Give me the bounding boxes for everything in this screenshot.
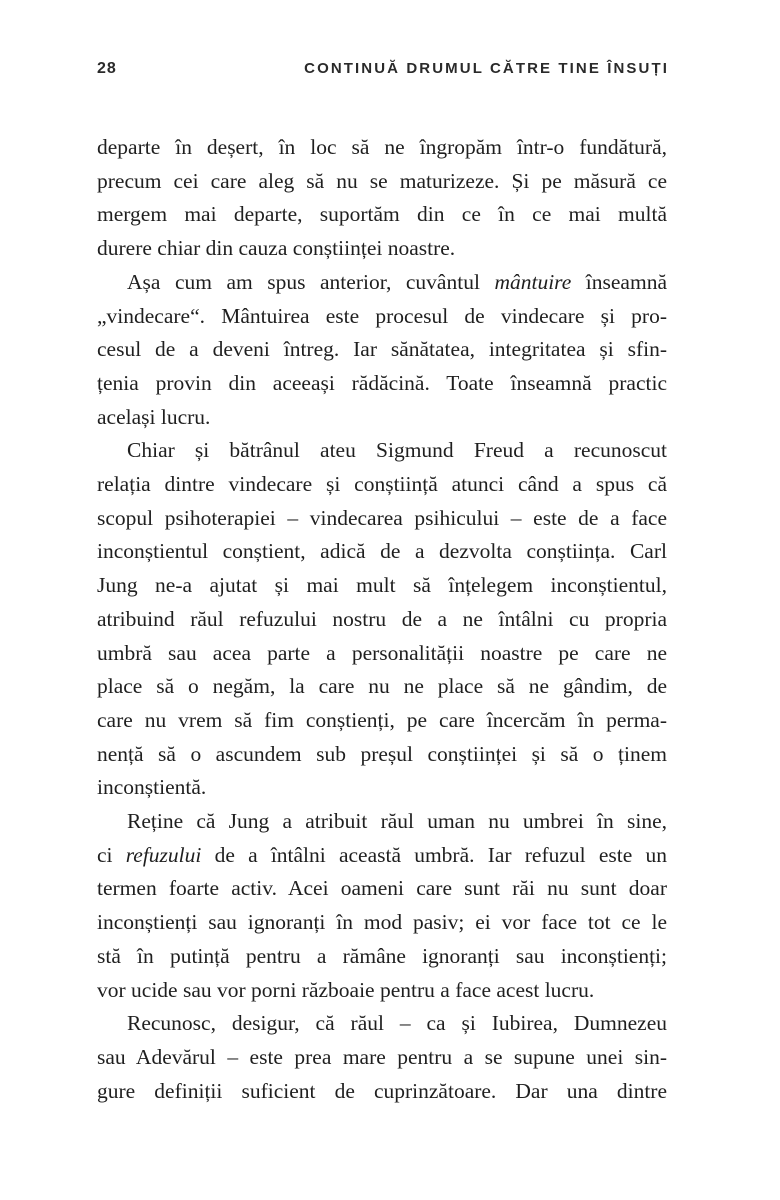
text-segment: umbră sau acea parte a personalității noastre pe care ne [97, 640, 667, 665]
text-segment: care nu vrem să fim conștienți, pe care încercăm în perma- [97, 707, 667, 732]
text-line [97, 1075, 667, 1109]
text-line [97, 974, 667, 1008]
text-segment: înseamnă [571, 269, 667, 294]
text-line [97, 1041, 667, 1075]
running-title: CONTINUĂ DRUMUL CĂTRE TINE ÎNSUȚI [304, 60, 669, 77]
text-line [97, 401, 667, 435]
text-line [97, 1007, 667, 1041]
text-line [97, 198, 667, 232]
paragraph [97, 266, 667, 435]
text-segment: Chiar și bătrânul ateu Sigmund Freud a recunoscut [127, 438, 667, 463]
text-line [97, 232, 667, 266]
text-line [97, 603, 667, 637]
text-line [97, 569, 667, 603]
text-segment: departe în deșert, în loc să ne îngropăm într-o fundătură, [97, 135, 667, 159]
running-head [97, 60, 667, 78]
text-line [97, 738, 667, 772]
text-segment: sau Adevărul – este prea mare pentru a se supune unei sin- [97, 1044, 667, 1069]
text-segment: inconștientă. [97, 775, 207, 800]
text-segment: gure definiții suficient de cuprinzătoare. Dar una dintre [97, 1078, 667, 1103]
text-segment: țenia provin din aceeași rădăcină. Toate înseamnă practic [97, 370, 667, 395]
text-segment: același lucru. [97, 404, 211, 429]
text-segment: Recunosc, desigur, că răul – ca și Iubirea, Dumnezeu [127, 1011, 667, 1036]
text-segment: vor ucide sau vor porni războaie pentru a face acest lucru. [97, 977, 595, 1002]
text-line [97, 839, 667, 873]
text-line [97, 805, 667, 839]
text-line [97, 502, 667, 536]
text-line [97, 367, 667, 401]
text-line [97, 434, 667, 468]
text-segment: ci [97, 842, 126, 867]
text-line [97, 670, 667, 704]
text-segment: Jung ne-a ajutat și mai mult să înțelegem inconștientul, [97, 573, 667, 598]
text-line [97, 771, 667, 805]
text-line [97, 131, 667, 165]
text-segment: termen foarte activ. Acei oameni care sunt răi nu sunt doar [97, 876, 667, 901]
text-segment: atribuind răul refuzului nostru de a ne întâlni cu propria [97, 606, 667, 631]
text-line [97, 165, 667, 199]
text-segment: relația dintre vindecare și conștiință atunci când a spus că [97, 472, 667, 497]
text-segment: inconștienți sau ignoranți în mod pasiv; ei vor face tot ce le [97, 910, 667, 935]
paragraph [97, 805, 667, 1007]
page-number: 28 [97, 60, 117, 77]
text-segment: Așa cum am spus anterior, cuvântul [127, 269, 495, 294]
text-segment: inconștientul conștient, adică de a dezvolta conștiința. Carl [97, 539, 667, 564]
text-segment: „vindecare“. Mântuirea este procesul de vindecare și pro- [97, 303, 667, 328]
book-text [97, 131, 667, 1108]
text-line [97, 468, 667, 502]
italic-text: mântuire [494, 269, 572, 294]
text-segment: scopul psihoterapiei – vindecarea psihicului – este de a face [97, 505, 667, 530]
text-segment: Reține că Jung a atribuit răul uman nu umbrei în sine, [127, 809, 667, 834]
text-line [97, 333, 667, 367]
paragraph [97, 434, 667, 805]
text-segment: place să o negăm, la care nu ne place să ne gândim, de [97, 674, 667, 699]
text-line [97, 704, 667, 738]
text-segment: mergem mai departe, suportăm din ce în ce mai multă [97, 202, 667, 227]
text-segment: stă în putință pentru a rămâne ignoranți sau inconștienți; [97, 943, 667, 968]
text-segment: nență să o ascundem sub preșul conștiinței și să o ținem [97, 741, 667, 766]
text-line [97, 906, 667, 940]
text-line [97, 637, 667, 671]
italic-text: refuzului [125, 842, 202, 867]
paragraph [97, 131, 667, 266]
text-line [97, 300, 667, 334]
text-segment: de a întâlni această umbră. Iar refuzul este un [201, 842, 667, 867]
text-line [97, 872, 667, 906]
paragraph [97, 1007, 667, 1108]
text-line [97, 266, 667, 300]
text-line [97, 535, 667, 569]
text-segment: cesul de a deveni întreg. Iar sănătatea, integritatea și sfin- [97, 337, 667, 362]
text-segment: precum cei care aleg să nu se maturizeze. Și pe măsură ce [97, 168, 667, 193]
text-line [97, 940, 667, 974]
text-segment: durere chiar din cauza conștiinței noastre. [97, 236, 456, 261]
